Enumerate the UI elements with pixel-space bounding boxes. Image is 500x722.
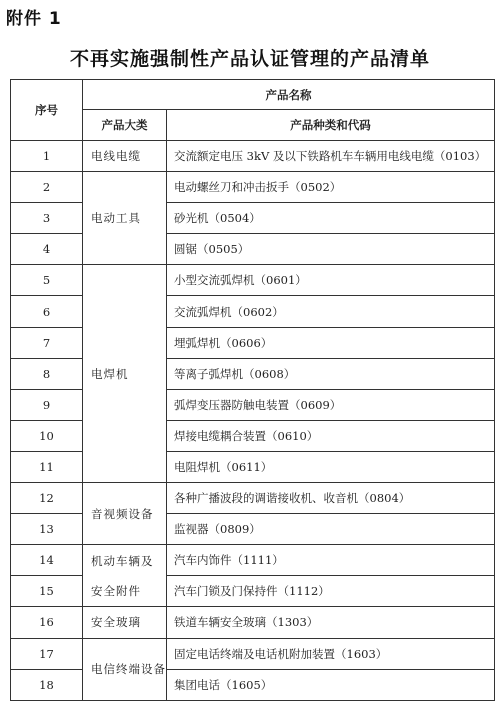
- page-title: 不再实施强制性产品认证管理的产品清单: [69, 48, 430, 70]
- product-cell: 焊接电缆耦合装置（0610）: [167, 420, 495, 451]
- header-seq: 序号: [11, 80, 83, 141]
- product-table: [10, 79, 495, 701]
- product-cell: 砂光机（0504）: [167, 203, 495, 234]
- header-category: 产品大类: [83, 110, 167, 141]
- product-cell: 铁道车辆安全玻璃（1303）: [167, 607, 495, 638]
- row-number: 13: [11, 514, 83, 545]
- product-cell: 集团电话（1605）: [167, 669, 495, 700]
- product-cell: 监视器（0809）: [167, 514, 495, 545]
- category-cell: 电线电缆: [83, 141, 167, 172]
- row-number: 3: [11, 203, 83, 234]
- row-number: 5: [11, 265, 83, 296]
- row-number: 6: [11, 296, 83, 327]
- row-number: 1: [11, 141, 83, 172]
- category-cell: 电焊机: [83, 265, 167, 483]
- row-number: 11: [11, 451, 83, 482]
- table-row: [11, 141, 495, 172]
- attachment-label: 附件 1: [6, 9, 62, 29]
- table-row: [11, 545, 495, 576]
- row-number: 12: [11, 483, 83, 514]
- table-row: [11, 576, 495, 607]
- product-cell: 埋弧焊机（0606）: [167, 327, 495, 358]
- table-row: [11, 172, 495, 203]
- category-cell: 安全玻璃: [83, 607, 167, 638]
- product-cell: 圆锯（0505）: [167, 234, 495, 265]
- row-number: 4: [11, 234, 83, 265]
- category-cell: 安全附件: [83, 576, 167, 607]
- table-row: [11, 638, 495, 669]
- row-number: 17: [11, 638, 83, 669]
- row-number: 2: [11, 172, 83, 203]
- table-header-row: [11, 80, 495, 110]
- category-cell: 机动车辆及: [83, 545, 167, 576]
- row-number: 7: [11, 327, 83, 358]
- product-cell: 交流额定电压 3kV 及以下铁路机车车辆用电线电缆（0103）: [167, 141, 495, 172]
- table-row: [11, 607, 495, 638]
- row-number: 14: [11, 545, 83, 576]
- product-cell: 各种广播波段的调谐接收机、收音机（0804）: [167, 483, 495, 514]
- product-cell: 固定电话终端及电话机附加装置（1603）: [167, 638, 495, 669]
- table-row: [11, 265, 495, 296]
- product-cell: 弧焊变压器防触电装置（0609）: [167, 389, 495, 420]
- row-number: 10: [11, 420, 83, 451]
- header-product-name: 产品名称: [83, 80, 495, 110]
- row-number: 16: [11, 607, 83, 638]
- product-cell: 电阻焊机（0611）: [167, 451, 495, 482]
- product-cell: 电动螺丝刀和冲击扳手（0502）: [167, 172, 495, 203]
- row-number: 18: [11, 669, 83, 700]
- row-number: 8: [11, 358, 83, 389]
- header-product-type: 产品种类和代码: [167, 110, 495, 141]
- category-cell: 电动工具: [83, 172, 167, 265]
- table-subheader-row: [11, 110, 495, 141]
- product-cell: 小型交流弧焊机（0601）: [167, 265, 495, 296]
- product-cell: 交流弧焊机（0602）: [167, 296, 495, 327]
- product-cell: 等离子弧焊机（0608）: [167, 358, 495, 389]
- table-row: [11, 483, 495, 514]
- category-cell: 音视频设备: [83, 483, 167, 545]
- category-cell: 电信终端设备: [83, 638, 167, 700]
- product-cell: 汽车门锁及门保持件（1112）: [167, 576, 495, 607]
- row-number: 9: [11, 389, 83, 420]
- product-cell: 汽车内饰件（1111）: [167, 545, 495, 576]
- row-number: 15: [11, 576, 83, 607]
